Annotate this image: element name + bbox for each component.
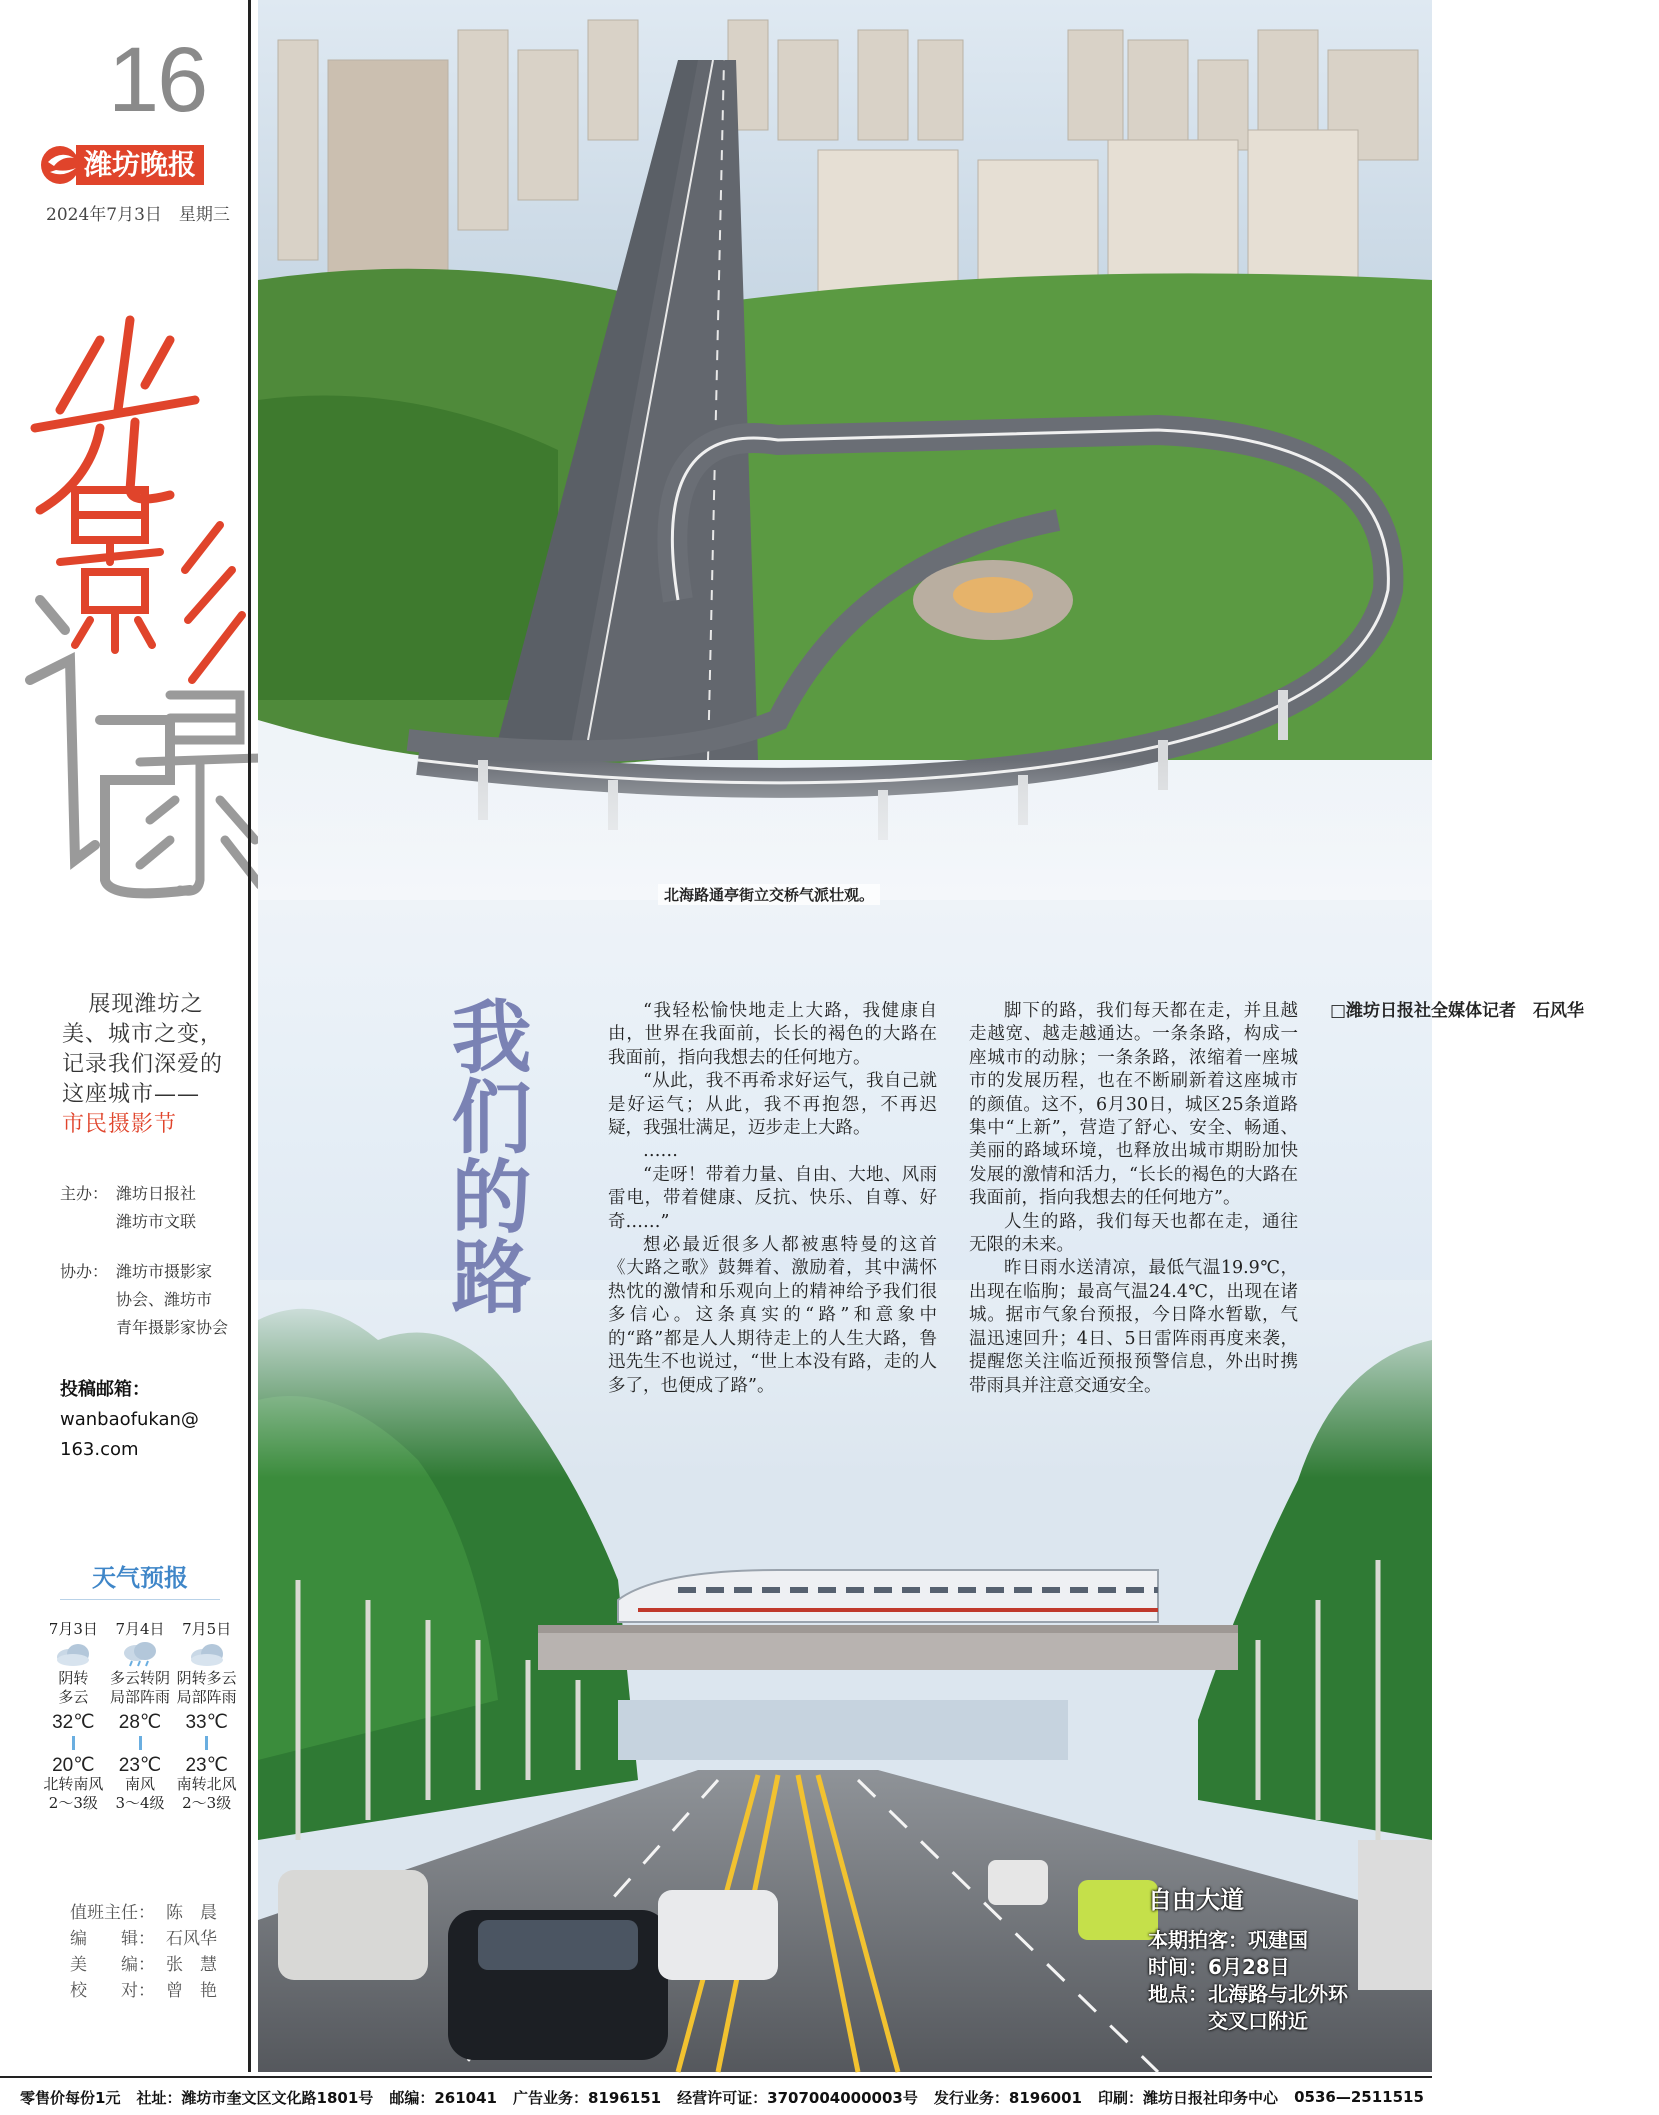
article-byline: □潍坊日报社全媒体记者 石风华 — [1330, 1001, 1585, 1021]
article-paragraph: 人生的路，我们每天也都在走，通往无限的未来。 — [969, 1211, 1298, 1256]
co-organizer-name: 青年摄影家协会 — [116, 1318, 229, 1337]
staff-role: 编 辑： — [70, 1929, 155, 1949]
co-organizer-name: 协会、潍坊市 — [116, 1290, 213, 1309]
submission-email — [60, 1375, 250, 1465]
section-title-guang — [35, 320, 195, 510]
section-title-ji — [30, 600, 190, 893]
wind-level: 2～3级 — [48, 1794, 98, 1812]
weather-date: 7月4日 — [115, 1620, 165, 1638]
divider — [248, 0, 251, 2072]
article-paragraph: “我轻松愉快地走上大路，我健康自由，世界在我面前，长长的褐色的大路在我面前，指向我想去的任何地方。 — [608, 1001, 937, 1068]
wind-direction: 南转北风 — [176, 1775, 237, 1793]
weather-desc: 阴转多云 — [176, 1669, 237, 1687]
low-temp: 23℃ — [118, 1755, 162, 1776]
host-name: 潍坊市文联 — [116, 1212, 197, 1231]
footer-postcode: 邮编：261041 — [389, 2088, 497, 2107]
footer-distribution: 发行业务：8196001 — [933, 2088, 1082, 2107]
staff-name: 陈 晨 — [166, 1903, 217, 1923]
newspaper-logo-icon — [38, 142, 86, 188]
low-temp: 23℃ — [185, 1755, 228, 1776]
footer-ads: 广告业务：8196151 — [513, 2088, 662, 2107]
weather-day — [107, 1620, 174, 1813]
staff-name: 曾 艳 — [166, 1981, 217, 2001]
temp-bar — [139, 1736, 142, 1750]
top-photo-caption: 北海路通亭街立交桥气派壮观。 — [658, 884, 880, 905]
weather-title: 天气预报 — [92, 1564, 188, 1592]
wind-level: 3～4级 — [115, 1794, 165, 1812]
low-temp: 20℃ — [52, 1755, 95, 1776]
weather-desc: 阴转 — [58, 1669, 89, 1687]
paper-name: 潍坊晚报 — [76, 145, 204, 185]
email-address[interactable]: wanbaofukan@ — [60, 1409, 199, 1430]
divider — [60, 1599, 220, 1600]
sidebar — [0, 0, 250, 2072]
article-paragraph: “从此，我不再希求好运气，我自己就是好运气；从此，我不再抱怨，不再迟疑，我强壮满足，迈步走上大路。 — [608, 1071, 937, 1139]
slogan-line: 这座城市—— — [62, 1082, 201, 1107]
high-temp: 32℃ — [52, 1712, 95, 1733]
interchange-photo — [258, 0, 1432, 900]
host-name: 潍坊日报社 — [116, 1184, 197, 1203]
divider — [0, 2076, 1432, 2078]
temp-bar — [205, 1736, 208, 1750]
photographer-name: 巩建国 — [1248, 1928, 1308, 1952]
article-body — [608, 1000, 1585, 1420]
article-paragraph: 脚下的路，我们每天都在走，并且越走越宽、越走越通达。一条条路，构成一座城市的动脉；一条条路，浓缩着一座城市的发展历程，也在不断刷新着这座城市的颜值。这不，6月30日，城区25条道路集中“上新”，营造了舒心、安全、畅通、美丽的路域环境，也释放出城市期盼加快发展的激情和活力，“长长的褐色的大路在我面前，指向我想去的任何地方”。 — [969, 1001, 1298, 1209]
co-organizer-label: 协办： — [60, 1262, 109, 1281]
photo-time: 6月28日 — [1208, 1955, 1290, 1979]
editorial-staff — [70, 1900, 250, 2004]
footer-price: 零售价每份1元 — [20, 2088, 121, 2107]
footer-license: 经营许可证：3707004000003号 — [677, 2088, 918, 2107]
weather-forecast — [40, 1558, 240, 1813]
wind-level: 2～3级 — [182, 1794, 232, 1812]
article-paragraph: “走呀！带着力量、自由、大地、风雨雷电，带着健康、反抗、快乐、自尊、好奇……” — [608, 1164, 937, 1232]
main-content — [258, 0, 1585, 2072]
footer-address: 社址：潍坊市奎文区文化路1801号 — [136, 2088, 374, 2107]
time-label: 时间： — [1148, 1955, 1208, 1979]
masthead-logo — [38, 142, 233, 188]
temp-bar — [72, 1736, 75, 1750]
cloudy-icon — [187, 1641, 227, 1667]
weather-desc: 局部阵雨 — [110, 1688, 171, 1706]
slogan — [62, 990, 242, 1140]
slogan-line: 记录我们深爱的 — [62, 1052, 224, 1077]
co-organizer-name: 潍坊市摄影家 — [116, 1262, 213, 1281]
road-name: 自由大道 — [1148, 1886, 1244, 1914]
slogan-highlight: 市民摄影节 — [62, 1112, 178, 1137]
photographer-label: 本期拍客： — [1148, 1928, 1248, 1952]
weather-day — [40, 1620, 107, 1813]
cloudy-icon — [53, 1641, 93, 1667]
cloud-rain-icon — [120, 1641, 160, 1667]
host-label: 主办： — [60, 1184, 109, 1203]
place-label: 地点： — [1148, 1982, 1208, 2006]
weather-desc: 局部阵雨 — [176, 1688, 237, 1706]
bottom-photo-caption — [1148, 1880, 1418, 2035]
publication-date: 2024年7月3日 星期三 — [46, 205, 230, 225]
organizer-credits — [60, 1180, 250, 1342]
wind-direction: 南风 — [125, 1775, 156, 1793]
article-paragraph: 想必最近很多人都被惠特曼的这首《大路之歌》鼓舞着、激励着，其中满怀热忱的激情和乐观向上的精神给予我们很多信心。这条真实的“路”和意象中的“路”都是人人期待走上的人生大路，鲁迅先生不也说过，“世上本没有路，走的人多了，也便成了路”。 — [608, 1235, 937, 1396]
staff-name: 石风华 — [166, 1929, 217, 1949]
footer — [0, 2082, 1432, 2112]
article-paragraph: …… — [643, 1141, 678, 1162]
weather-desc: 多云 — [58, 1688, 89, 1706]
page-number: 16 — [108, 29, 207, 131]
high-temp: 33℃ — [185, 1712, 228, 1733]
footer-phone: 0536—2511515 — [1294, 2088, 1424, 2106]
email-address-domain[interactable]: 163.com — [60, 1439, 139, 1460]
weather-date: 7月3日 — [48, 1620, 98, 1638]
photo-place: 北海路与北外环 — [1208, 1982, 1348, 2006]
headline: 我们的路 — [438, 995, 531, 1315]
weather-desc: 多云转阴 — [110, 1669, 171, 1687]
section-title-ying — [60, 490, 242, 680]
staff-role: 美 编： — [70, 1955, 155, 1975]
article-paragraph: 昨日雨水送清凉，最低气温19.9℃，出现在临朐；最高气温24.4℃，出现在诸城。据市气象台预报，今日降水暂歇，气温迅速回升；4日、5日雷阵雨再度来袭，提醒您关注临近预报预警信息，外出时携带雨具并注意交通安全。 — [969, 1258, 1298, 1396]
staff-role: 值班主任： — [70, 1903, 155, 1923]
staff-name: 张 慧 — [166, 1955, 217, 1975]
high-temp: 28℃ — [118, 1712, 162, 1733]
wind-direction: 北转南风 — [43, 1775, 104, 1793]
staff-role: 校 对： — [70, 1981, 155, 2001]
photo-place-continued: 交叉口附近 — [1208, 2009, 1308, 2033]
footer-printing: 印刷：潍坊日报社印务中心 — [1098, 2088, 1279, 2107]
submission-label: 投稿邮箱： — [60, 1379, 150, 1400]
weather-day — [173, 1620, 240, 1813]
weather-date: 7月5日 — [182, 1620, 232, 1638]
slogan-line: 展现潍坊之 — [88, 992, 204, 1017]
section-title — [20, 300, 260, 910]
slogan-line: 美、城市之变， — [62, 1022, 224, 1047]
